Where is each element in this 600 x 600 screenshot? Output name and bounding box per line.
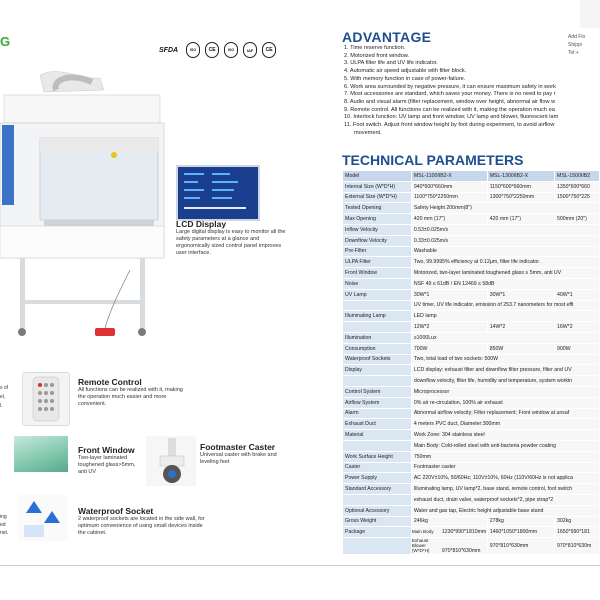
advantage-item: 7. Most accessories are standard, which saves your money. There is no need to pay r: [344, 91, 556, 98]
spec-label: Airflow System: [343, 397, 412, 408]
spec-label: Consumption: [343, 343, 412, 354]
spec-value: 1230*990*1810mm: [441, 529, 487, 536]
spec-row: [343, 397, 600, 408]
spec-sublabel: Exhaust Blower (W*D*H): [411, 538, 430, 554]
ce-logo-2: CE: [262, 42, 276, 58]
spec-label: Display: [343, 365, 412, 376]
spec-value: Work Zone: 304 stainless steel: [411, 430, 599, 441]
spec-table: [342, 170, 600, 555]
spec-value: Motorized, two-layer laminated toughened glass ≥ 5mm, anti UV: [411, 268, 599, 279]
advantage-item: 3. ULPA filter life and UV life indicator.: [344, 60, 438, 67]
spec-label: ULPA Filter: [343, 257, 412, 268]
spec-value: 850W: [487, 343, 554, 354]
spec-row: [343, 505, 600, 516]
spec-label: Illuminating Lamp: [343, 311, 412, 322]
caster-feature: [200, 442, 296, 466]
waterproof-socket-image: [18, 495, 68, 541]
front-window-title: Front Window: [78, 445, 135, 455]
spec-value: 0% air re-circulation, 100% air exhaust: [411, 397, 599, 408]
spec-value: Washable: [411, 246, 599, 257]
spec-value: Illuminating lamp, UV lamp*2, base stand, remote control, foot switch: [411, 484, 599, 495]
spec-value: 278kg: [487, 516, 554, 527]
spec-row: [343, 451, 600, 462]
fragment-6: net.: [0, 530, 9, 536]
spec-model-header: MSL-1300IIB2-X: [487, 171, 554, 182]
spec-label: Package: [343, 527, 412, 538]
spec-value: Microprocessor: [411, 386, 599, 397]
caster-desc: Universal caster with brake and leveling feet: [200, 452, 277, 465]
iso-logo-1: ISO: [186, 42, 200, 58]
spec-value: LED lamp: [411, 311, 599, 322]
remote-desc: All functions can be realized with it, making the operation much easier and more convenient.: [78, 387, 183, 407]
spec-row: [343, 246, 600, 257]
advantage-item-cont: movement.: [354, 129, 382, 136]
caster-title: Footmaster Caster: [200, 442, 276, 452]
spec-row: [343, 386, 600, 397]
spec-label: External Size (W*D*H): [343, 192, 412, 203]
advantage-item: 10. Interlock function: UV lamp and front window; UV lamp and blower, fluorescent lam: [344, 114, 559, 121]
remote-title: Remote Control: [78, 377, 142, 387]
spec-label: Control System: [343, 386, 412, 397]
spec-label: Optional Accessory: [343, 505, 412, 516]
spec-value: Safety Height 200mm(8"): [411, 203, 599, 214]
spec-row: [343, 408, 600, 419]
iso-logo-2: ISO: [224, 42, 238, 58]
spec-label: Internal Size (W*D*H): [343, 181, 412, 192]
spec-label: Material: [343, 430, 412, 441]
spec-label: [343, 440, 412, 451]
fragment-3: l.: [0, 403, 3, 409]
advantage-item: 8. Audio and visual alarm (filter replacement, window over height, abnormal air flow w: [344, 98, 556, 105]
spec-value: Two, 99.9995% efficiency at 0.12μm, filter life indicator.: [411, 257, 599, 268]
spec-value: Footmaster caster: [411, 462, 599, 473]
spec-value: 900W: [555, 343, 600, 354]
spec-label: Work Surface Height: [343, 451, 412, 462]
spec-value: 420 mm (17"): [487, 214, 554, 225]
spec-label: [343, 494, 412, 505]
advantage-item: 4. Automatic air speed adjustable with filter block.: [344, 68, 467, 75]
lcd-title: LCD Display: [176, 219, 227, 229]
spec-row: [343, 527, 600, 538]
spec-value: AC 220V±10%, 50/60Hz; 110V±10%, 60Hz (110V/60Hz is not applica: [411, 473, 599, 484]
spec-row: [343, 365, 600, 376]
spec-row: [343, 419, 600, 430]
spec-label: Noise: [343, 278, 412, 289]
fragment-4: ing: [0, 514, 7, 520]
spec-value: 1350*600*660: [555, 181, 600, 192]
page-bottom-rule: [0, 565, 600, 566]
spec-row: [343, 214, 600, 225]
advantage-item: 11. Foot switch. Adjust front window height by foot during experiment, to avoid airflow: [344, 122, 555, 129]
spec-label: Model: [343, 171, 412, 182]
spec-header-row: [343, 171, 600, 182]
advantage-item: 2. Motorized front window.: [344, 52, 409, 59]
spec-value: downflow velocity, filter life, humidity and temperature, system workin: [411, 376, 599, 387]
spec-row: [343, 343, 600, 354]
spec-label: Exhaust Duct: [343, 419, 412, 430]
spec-value: 16W*2: [555, 322, 600, 333]
contact-line-1: Add Flo: [568, 34, 586, 40]
spec-row: [343, 538, 600, 555]
lcd-desc: Large digital display is easy to monitor all the safety parameters at a glance and ergonomically sized control panel improves user interface.: [176, 229, 286, 256]
remote-feature: [78, 377, 188, 408]
spec-label: Pre-Filter: [343, 246, 412, 257]
spec-label: Alarm: [343, 408, 412, 419]
advantage-item: 5. With memory function in case of power-failure.: [344, 75, 466, 82]
spec-label: Inflow Velocity: [343, 224, 412, 235]
spec-label: Waterproof Sockets: [343, 354, 412, 365]
advantage-item: 6. Work area surrounded by negative pressure, it can ensure maximum safety in work: [344, 83, 556, 90]
spec-value: NSF 49 ≤ 61dB / EN 12469 ≤ 58dB: [411, 278, 599, 289]
spec-model-header: MSL-1100IIB2-X: [411, 171, 487, 182]
advantage-item: 9. Remote control. All functions can be realized with it, making the operation much ea: [344, 106, 555, 113]
spec-row: [343, 473, 600, 484]
lcd-feature: [176, 219, 286, 257]
brand-fragment: G: [0, 34, 11, 49]
spec-value: 970*810*630mm: [441, 548, 481, 555]
spec-value: 1650*990*181: [555, 527, 600, 538]
spec-label: UV Lamp: [343, 289, 412, 300]
biosafety-cabinet-image: [0, 70, 170, 345]
spec-row: [343, 257, 600, 268]
spec-value: 1500*750*225: [555, 192, 600, 203]
spec-value: UV timer, UV life indicator, emission of 253.7 nanometers for most effi: [411, 300, 599, 311]
spec-value: exhaust duct, drain valve, waterproof sockets*2, pipe strap*2: [411, 494, 599, 505]
spec-value: 970*810*630mm: [487, 538, 554, 555]
spec-label: Standard Accessory: [343, 484, 412, 495]
spec-value: ≥1000Lux: [411, 332, 599, 343]
spec-value: Water and gas tap, Electric height adjustable base stand: [411, 505, 599, 516]
spec-row: [343, 268, 600, 279]
spec-value: 420 mm (17"): [411, 214, 487, 225]
spec-value: 1300*750*2250mm: [487, 192, 554, 203]
spec-value: 30W*1: [487, 289, 554, 300]
sfda-logo: SFDA: [159, 46, 179, 54]
contact-box: [580, 0, 600, 28]
spec-value: 940*600*660mm: [411, 181, 487, 192]
spec-label: Caster: [343, 462, 412, 473]
front-window-feature: [78, 445, 144, 476]
advantage-heading: ADVANTAGE: [342, 29, 432, 45]
spec-row: [343, 311, 600, 322]
spec-value: Two, total load of two sockets: 500W: [411, 354, 599, 365]
spec-label: Power Supply: [343, 473, 412, 484]
spec-label: [343, 322, 412, 333]
fragment-2: el,: [0, 394, 6, 400]
spec-label: Gross Weight: [343, 516, 412, 527]
caster-image: [146, 436, 196, 486]
spec-value: 4 meters PVC duct, Diameter:300mm: [411, 419, 599, 430]
spec-row: [343, 354, 600, 365]
spec-value: 12W*2: [411, 322, 487, 333]
spec-label: Downflow Velocity: [343, 235, 412, 246]
spec-value: 14W*2: [487, 322, 554, 333]
spec-row: [343, 278, 600, 289]
spec-value: 1460*1050*1800mm: [487, 527, 554, 538]
spec-row: [343, 181, 600, 192]
spec-row: [343, 332, 600, 343]
spec-row: [343, 430, 600, 441]
certification-logos: [156, 42, 276, 58]
spec-value: Abnormal airflow velocity; Filter replacement; Front window at unsaf: [411, 408, 599, 419]
spec-label: Tested Opening: [343, 203, 412, 214]
ce-logo-1: CE: [205, 42, 219, 58]
spec-value: 40W*1: [555, 289, 600, 300]
spec-row: [343, 440, 600, 451]
spec-value: 302kg: [555, 516, 600, 527]
front-window-desc: Two-layer laminated toughened glass>5mm, anti UV: [78, 455, 136, 475]
spec-row: [343, 494, 600, 505]
spec-value: 246kg: [411, 516, 487, 527]
spec-row: [343, 462, 600, 473]
spec-row: [343, 516, 600, 527]
spec-row: [343, 224, 600, 235]
spec-row: [343, 322, 600, 333]
fragment-1: s of: [0, 385, 9, 391]
spec-value: 1150*600*660mm: [487, 181, 554, 192]
socket-desc: 2 waterproof sockets are located in the side wall, for optimum convenience of using small devices inside the cabinet.: [78, 516, 205, 536]
spec-row: [343, 376, 600, 387]
advantage-item: 1. Time reserve function.: [344, 45, 406, 51]
spec-model-header: MSL-1500IIB2: [555, 171, 600, 182]
tech-parameters-heading: TECHNICAL PARAMETERS: [342, 152, 524, 168]
spec-label: Front Window: [343, 268, 412, 279]
spec-value: 0.33±0.025m/s: [411, 235, 599, 246]
spec-row: [343, 300, 600, 311]
spec-value: 970*810*630m: [555, 538, 600, 555]
spec-label: [343, 538, 412, 555]
spec-row: [343, 192, 600, 203]
spec-value: 30W*1: [411, 289, 487, 300]
spec-value: 750mm: [411, 451, 599, 462]
spec-label: Illumination: [343, 332, 412, 343]
spec-value: LCD display: exhaust filter and downflow filter pressure, filter and UV: [411, 365, 599, 376]
spec-row: [343, 289, 600, 300]
front-window-image: [14, 436, 68, 472]
iaf-logo: IAF: [243, 42, 257, 58]
socket-feature: [78, 506, 206, 537]
spec-row: [343, 484, 600, 495]
spec-row: [343, 203, 600, 214]
spec-label: Max Opening: [343, 214, 412, 225]
spec-row: [343, 235, 600, 246]
spec-label: [343, 300, 412, 311]
advantage-list: [344, 45, 600, 137]
spec-value: 1100*750*2250mm: [411, 192, 487, 203]
fragment-5: ed: [0, 522, 6, 528]
contact-line-2: Shippi: [568, 42, 582, 48]
contact-line-3: Tel:+: [568, 50, 579, 56]
spec-value: 700W: [411, 343, 487, 354]
spec-value: 500mm (20"): [555, 214, 600, 225]
socket-title: Waterproof Socket: [78, 506, 154, 516]
remote-control-image: [22, 372, 70, 426]
spec-label: [343, 376, 412, 387]
spec-value: Main Body: Cold-rolled steel with anti-bacteria powder coating: [411, 440, 599, 451]
spec-value: 0.53±0.025m/s: [411, 224, 599, 235]
spec-sublabel: Main Body: [411, 529, 434, 535]
lcd-display-image: [176, 165, 260, 221]
